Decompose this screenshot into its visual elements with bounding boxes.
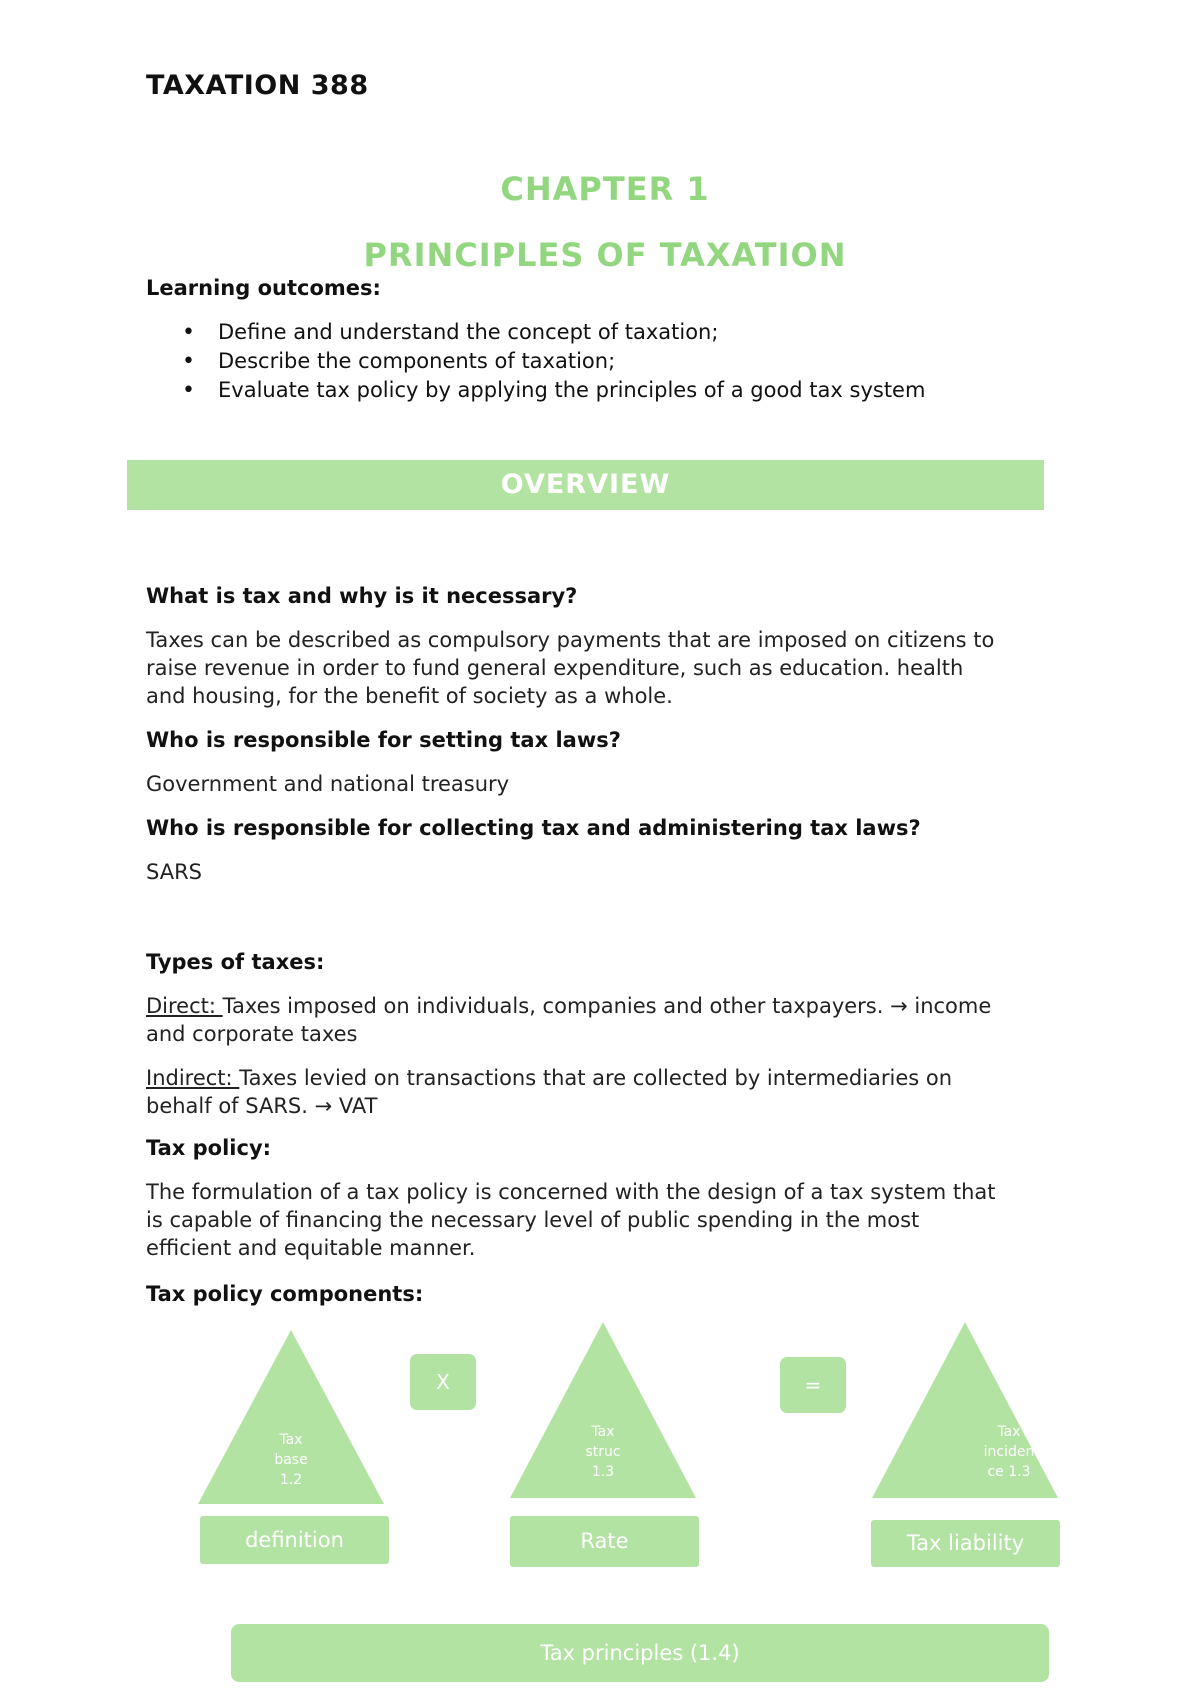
answer-text: SARS (146, 860, 203, 884)
tax-policy-heading: Tax policy: (146, 1136, 272, 1160)
indirect-tax-paragraph: Indirect: Taxes levied on transactions that are collected by intermediaries on behalf of SARS. → VAT (146, 1066, 953, 1118)
question-heading: What is tax and why is it necessary? (146, 584, 578, 608)
multiply-operator: X (410, 1354, 476, 1410)
tax-principles-box: Tax principles (1.4) (231, 1624, 1049, 1682)
question-heading: Who is responsible for setting tax laws? (146, 728, 621, 752)
course-title: TAXATION 388 (146, 70, 369, 101)
list-item: • Describe the components of taxation; (182, 347, 925, 376)
question-heading: Who is responsible for collecting tax and administering tax laws? (146, 816, 921, 840)
chapter-title: PRINCIPLES OF TAXATION (363, 236, 847, 274)
tax-structure-label: Tax struc 1.3 (585, 1424, 621, 1480)
equals-operator: = (780, 1357, 846, 1413)
components-heading: Tax policy components: (146, 1282, 424, 1306)
list-item: • Evaluate tax policy by applying the principles of a good tax system (182, 376, 925, 405)
rate-box: Rate (510, 1516, 699, 1567)
definition-box: definition (200, 1516, 389, 1564)
chapter-heading: CHAPTER 1 (500, 170, 710, 208)
tax-policy-paragraph: The formulation of a tax policy is concerned with the design of a tax system that is capable of financing the necessary level of public spending in the most efficient and equitable manner. (146, 1180, 996, 1260)
learning-outcomes-heading: Learning outcomes: (146, 276, 381, 300)
learning-outcomes-list (182, 318, 925, 405)
types-heading: Types of taxes: (146, 950, 325, 974)
tax-base-label: Tax base 1.2 (274, 1432, 308, 1488)
overview-banner: OVERVIEW (127, 460, 1044, 510)
tax-incidence-label: Tax inciden ce 1.3 (983, 1424, 1035, 1480)
tax-liability-box: Tax liability (871, 1520, 1060, 1567)
direct-label: Direct: (146, 994, 223, 1018)
paragraph: Taxes can be described as compulsory payments that are imposed on citizens to raise revenue in order to fund general expenditure, such as education. health and housing, for the benefit of society as a whole. (146, 628, 995, 708)
answer-text: Government and national treasury (146, 772, 510, 796)
indirect-label: Indirect: (146, 1066, 240, 1090)
direct-tax-paragraph: Direct: Taxes imposed on individuals, companies and other taxpayers. → income and corporate taxes (146, 994, 992, 1046)
list-item: • Define and understand the concept of taxation; (182, 318, 925, 347)
